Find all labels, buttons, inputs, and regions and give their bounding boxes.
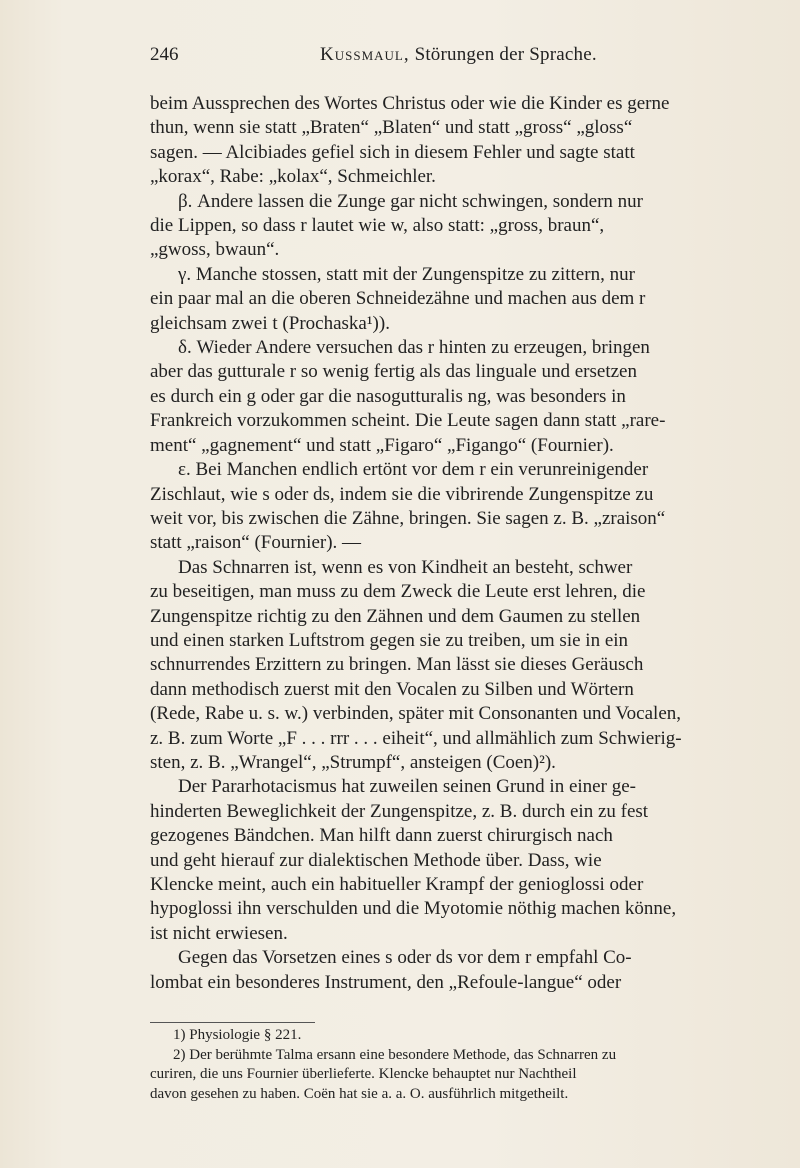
text-line: Zungenspitze richtig zu den Zähnen und dem Gaumen zu stellen [150, 605, 641, 627]
text-line: beim Aussprechen des Wortes Christus oder wie die Kinder es gerne [150, 93, 670, 114]
running-header [150, 44, 640, 72]
text-line: und geht hierauf zur dialektischen Methode über. Dass, wie [150, 849, 602, 871]
text-line: hinderten Beweglichkeit der Zungenspitze, z. B. durch ein zu fest [150, 800, 649, 822]
footnote-line: curiren, die uns Fournier überlieferte. Klencke behauptet nur Nachtheil [150, 1066, 577, 1082]
text-line: zu beseitigen, man muss zu dem Zweck die Leute erst lehren, die [150, 581, 646, 603]
text-line: ein paar mal an die oberen Schneidezähne und machen aus dem r [150, 288, 646, 310]
text-line: thun, wenn sie statt „Braten“ „Blaten“ und statt „gross“ „gloss“ [150, 117, 633, 139]
text-line: ε. Bei Manchen endlich ertönt vor dem r ein verunreinigender [178, 459, 649, 481]
text-line: es durch ein g oder gar die nasogutturalis ng, was besonders in [150, 385, 626, 407]
footnote-line: 1) Physiologie § 221. [173, 1027, 302, 1043]
footnote-divider [150, 1022, 315, 1023]
page-number: 246 [150, 44, 179, 65]
text-line: dann methodisch zuerst mit den Vocalen zu Silben und Wörtern [150, 678, 634, 700]
text-line: schnurrendes Erzittern zu bringen. Man lässt sie dieses Geräusch [150, 654, 644, 676]
text-line: sagen. — Alcibiades gefiel sich in diesem Fehler und sagte statt [150, 141, 635, 163]
text-line: δ. Wieder Andere versuchen das r hinten zu erzeugen, bringen [178, 337, 650, 359]
running-title [320, 44, 597, 66]
text-line: gezogenes Bändchen. Man hilft dann zuerst chirurgisch nach [150, 825, 613, 847]
text-line: ment“ „gagnement“ und statt „Figaro“ „Figango“ (Fournier). [150, 434, 614, 456]
text-line: Klencke meint, auch ein habitueller Krampf der genioglossi oder [150, 874, 644, 895]
text-line: weit vor, bis zwischen die Zähne, bringen. Sie sagen z. B. „zraison“ [150, 507, 666, 529]
main-text [150, 92, 790, 995]
author-name: Kussmaul, [320, 44, 410, 65]
footnote-line: 2) Der berühmte Talma ersann eine besondere Methode, das Schnarren zu [173, 1046, 617, 1063]
text-line: die Lippen, so dass r lautet wie w, also statt: „gross, braun“, [150, 215, 605, 237]
text-line: Das Schnarren ist, wenn es von Kindheit an besteht, schwer [178, 556, 633, 578]
text-line: z. B. zum Worte „F . . . rrr . . . eiheit“, und allmählich zum Schwierig- [150, 727, 682, 749]
text-line: sten, z. B. „Wrangel“, „Strumpf“, ansteigen (Coen)²). [150, 751, 556, 773]
footnotes [150, 1026, 790, 1104]
chapter-title: Störungen der Sprache. [414, 44, 597, 65]
text-line: aber das gutturale r so wenig fertig als das linguale und ersetzen [150, 361, 637, 383]
text-line: statt „raison“ (Fournier). — [150, 532, 362, 554]
text-line: hypoglossi ihn verschulden und die Myotomie nöthig machen könne, [150, 898, 677, 920]
text-line: Gegen das Vorsetzen eines s oder ds vor dem r empfahl Co- [178, 947, 632, 969]
footnote-line: davon gesehen zu haben. Coën hat sie a. a. O. ausführlich mitgetheilt. [150, 1085, 569, 1102]
text-line: Frankreich vorzukommen scheint. Die Leute sagen dann statt „rare- [150, 410, 666, 432]
text-line: γ. Manche stossen, statt mit der Zungenspitze zu zittern, nur [178, 263, 635, 285]
text-line: Der Pararhotacismus hat zuweilen seinen Grund in einer ge- [178, 776, 636, 798]
text-line: β. Andere lassen die Zunge gar nicht schwingen, sondern nur [178, 190, 644, 212]
text-line: „gwoss, bwaun“. [150, 239, 280, 261]
text-line: (Rede, Rabe u. s. w.) verbinden, später mit Consonanten und Vocalen, [150, 703, 682, 725]
text-line: lombat ein besonderes Instrument, den „Refoule-langue“ oder [150, 971, 622, 993]
text-line: „korax“, Rabe: „kolax“, Schmeichler. [150, 166, 436, 188]
text-line: und einen starken Luftstrom gegen sie zu treiben, um sie in ein [150, 629, 629, 651]
text-line: ist nicht erwiesen. [150, 922, 288, 944]
text-line: Zischlaut, wie s oder ds, indem sie die vibrirende Zungenspitze zu [150, 483, 654, 505]
text-line: gleichsam zwei t (Prochaska¹)). [150, 312, 390, 334]
